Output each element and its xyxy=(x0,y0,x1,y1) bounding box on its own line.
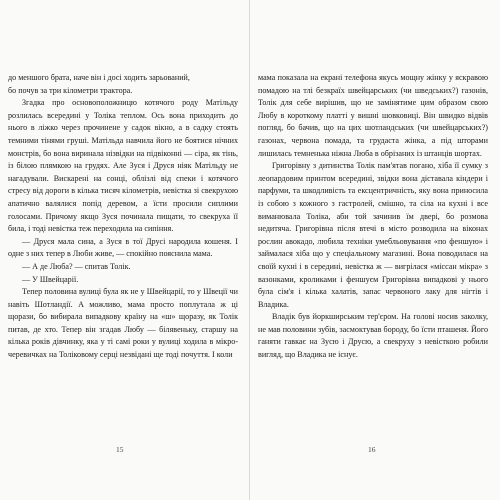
left-paragraph: — Друся мала сина, а Зуся в тої Друсі народила кошеня. І одне з них тепер в Люби живе, — спокійно пояснила мама. xyxy=(8,236,238,259)
page-number-right: 16 xyxy=(368,445,376,454)
page-number-left: 15 xyxy=(116,445,124,454)
right-paragraph: Григорівну з дитинства Толік пам'ятав погано, хіба її сумку з леопардовим принтом всередині, звідки вона діставала кіндери і парфуми, та шкодливість та ексцентричність, яку вона приносила із собою з кожного з гастролей, смішно, та сіла на кухні і все виманювала Толіка, аби той зачинив їм двері, бо розмова недитяча. Григорівна після втечі в місто розводила на віконах рослин авокадо, любила техніки умебльовування «по феншую» і займалася хіба що у спеціальному магазині. Вона поводилася на своїй кухні і в середині, невістка ж — вигрілася «міссан мікра» з вазонками, кроликами і феншуєм Григорівна випадкові у нього була сім'я і кілька халатів, запас червоного лаку для нігтів і Владика. xyxy=(258,161,488,309)
right-paragraph: Владік був йоркширським тер'єром. На голові носив заколку, не мав половини зубів, засмоктував бороду, бо їсти пташеня. Його ганяти гавкає на Зусю і Друсю, а свекруху з невісткою робили вигляд, що Владика не існує. xyxy=(258,312,488,360)
left-paragraph: — А де Люба? — спитав Толік. xyxy=(22,261,131,271)
left-paragraph: до меншого брата, наче він і досі ходить зарьований, xyxy=(8,73,190,82)
left-paragraph: — У Швейцарії. xyxy=(22,274,79,284)
left-paragraph: бо почув за три кілометри трактора. xyxy=(8,85,133,95)
left-page xyxy=(8,72,238,362)
right-paragraph: мама показала на екрані телефона якусь мощну жінку у яскравою помадою на тлі безкраїх швейцарських (чи шведських?) газонів, Толік для себе вирішив, що не замінятиме цим образом свою Любу в короткому платті у вишні шовковиці. Він швидко відвів погляд, бо бачив, що на цих шотландських (чи швейцарських?) газонах, червона помада, та грудаста жінка, а під шторами лишилась темненька ніжна Люба в обрізаних із штанців шортах. xyxy=(258,73,488,158)
book-gutter xyxy=(249,0,250,500)
left-paragraph: Згадка про основоположницю котячого роду Матільду розлилась всередині у Толіка теплом. Ось вона приходить до нього в ліжко через прочинене у садок вікно, а в садку стоять темними тінями груші. Матільда навчила його не боятися нічних монстрів, бо вона виринала нізвідки на підвіконні — сіра, як тінь, із білою плямкою на грудях. Але Зуся і Друся ніяк Матільду не нагадували. Вискарені на сонці, облізлі від спеки і котячого стресу від дороги в кілька тисяч кілометрів, невістка зі свекрухою апатично валялися попід деревом, а їсти просили сиплими голосами. Причому якщо Зуся починала пищати, то свекруха її била, і тоді невістка теж переходила на сипіння. xyxy=(8,98,238,234)
right-page xyxy=(258,72,488,362)
left-paragraph: Тепер половина вулиці була як не у Швейцарії, то у Швеції чи навіть Шотландії. А можливо, мама просто поплутала ж ці щорази, бо вибирала випадкову країну на «ш» щоразу, як Толік питав, де хто. Тепер він згадав Любу — білявеньку, старшу на кілька років дівчинку, яка у ті самі роки у вулиці ходила в мікро-черевичках на Толіковому серці незвідані ще тоді почуття. І коли xyxy=(8,287,238,360)
